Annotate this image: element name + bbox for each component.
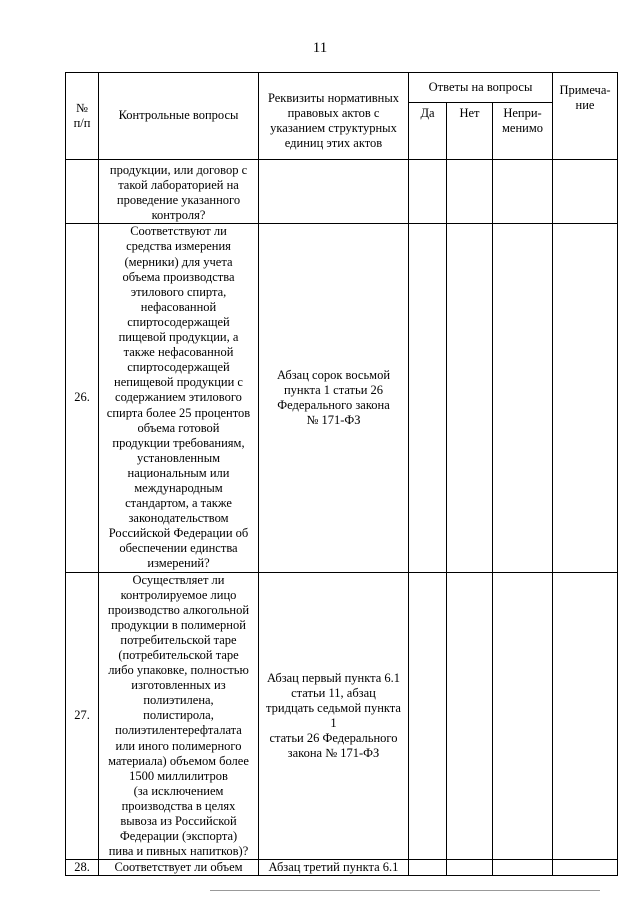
row-question: продукции, или договор с такой лабораторией на проведение указанного контроля?: [99, 160, 259, 224]
row-requisites: Абзац третий пункта 6.1: [259, 860, 409, 876]
row-note[interactable]: [553, 160, 618, 224]
checklist-table: [65, 72, 618, 876]
header-no: Нет: [447, 103, 493, 160]
row-num: 27.: [66, 572, 99, 860]
page-bottom-rule: [210, 890, 600, 891]
row-note[interactable]: [553, 860, 618, 876]
row-answer-na[interactable]: [493, 224, 553, 572]
table-row: [66, 572, 618, 860]
page-number: 11: [312, 40, 328, 56]
row-answer-no[interactable]: [447, 224, 493, 572]
row-question: Осуществляет ли контролируемое лицо производство алкогольной продукции в полимерной потребительской таре (потребительской таре либо упаковке, полностью изготовленных из полиэтилена, полистирола, полиэтилентерефталата или иного полимерного материала) объемом более 1500 миллилитров (за исключением производства в целях вывоза из Российской Федерации (экспорта) пива и пивных напитков)?: [99, 572, 259, 860]
row-note[interactable]: [553, 224, 618, 572]
row-requisites: [259, 160, 409, 224]
header-na: Непри- менимо: [493, 103, 553, 160]
table-row: [66, 860, 618, 876]
header-note: Примеча- ние: [553, 73, 618, 160]
header-requisites: Реквизиты нормативных правовых актов с указанием структурных единиц этих актов: [259, 73, 409, 160]
row-answer-no[interactable]: [447, 572, 493, 860]
header-row-top: [66, 73, 618, 103]
row-answer-na[interactable]: [493, 860, 553, 876]
row-requisites: Абзац сорок восьмой пункта 1 статьи 26 Федерального закона № 171-ФЗ: [259, 224, 409, 572]
row-num: 28.: [66, 860, 99, 876]
row-question: Соответствует ли объем: [99, 860, 259, 876]
header-questions: Контрольные вопросы: [99, 73, 259, 160]
row-question: Соответствуют ли средства измерения (мерники) для учета объема производства этилового спирта, нефасованной спиртосодержащей пищевой продукции, а также нефасованной спиртосодержащей непищевой продукции с содержанием этилового спирта более 25 процентов объема готовой продукции требованиям, установленным национальным или международным стандартом, а также законодательством Российской Федерации об обеспечении единства измерений?: [99, 224, 259, 572]
table-row: [66, 160, 618, 224]
row-num: 26.: [66, 224, 99, 572]
row-requisites: Абзац первый пункта 6.1 статьи 11, абзац тридцать седьмой пункта 1 статьи 26 Федерального закона № 171-ФЗ: [259, 572, 409, 860]
row-num: [66, 160, 99, 224]
table-row: [66, 224, 618, 572]
row-answer-yes[interactable]: [409, 860, 447, 876]
header-num: № п/п: [66, 73, 99, 160]
row-note[interactable]: [553, 572, 618, 860]
row-answer-no[interactable]: [447, 160, 493, 224]
row-answer-na[interactable]: [493, 160, 553, 224]
row-answer-na[interactable]: [493, 572, 553, 860]
row-answer-yes[interactable]: [409, 224, 447, 572]
row-answer-yes[interactable]: [409, 160, 447, 224]
row-answer-no[interactable]: [447, 860, 493, 876]
header-yes: Да: [409, 103, 447, 160]
row-answer-yes[interactable]: [409, 572, 447, 860]
header-answers: Ответы на вопросы: [409, 73, 553, 103]
